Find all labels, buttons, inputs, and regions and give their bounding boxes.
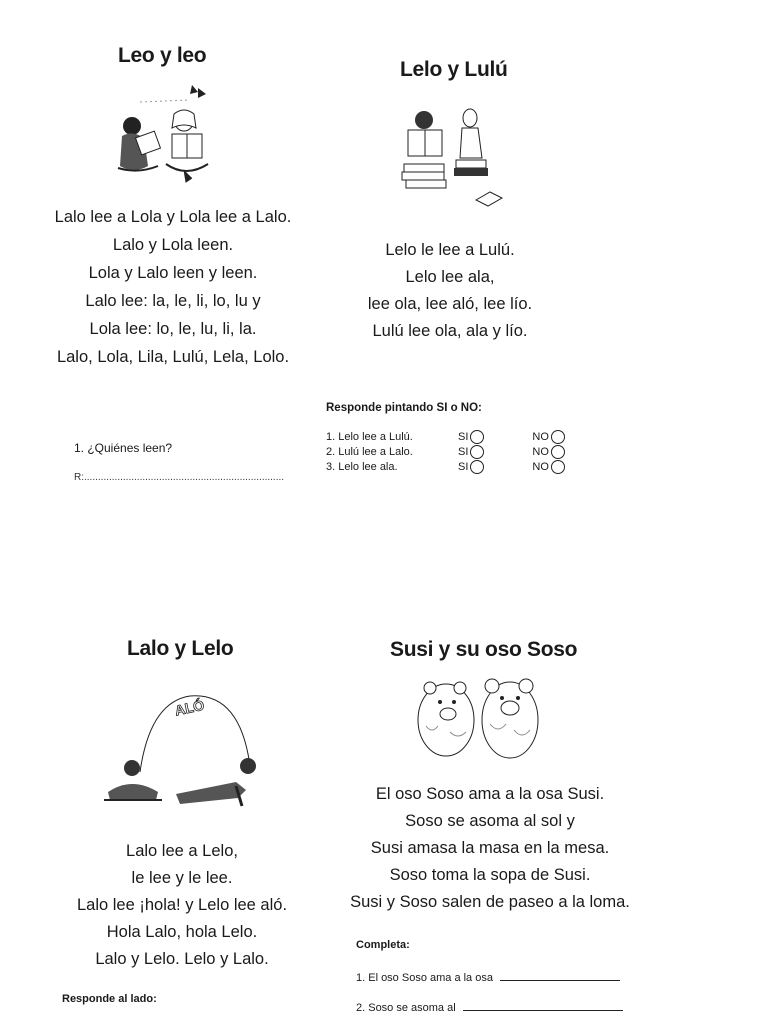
si-label: SI [458,460,469,473]
question-quienes-leen: 1. ¿Quiénes leen? [74,441,173,455]
item-text: 2. Lulú lee a Lalo. [326,445,413,458]
responde-al-lado-instruction: Responde al lado: [62,993,157,1005]
answer-item-3 [326,460,565,474]
item-text: 1. Lelo lee a Lulú. [326,430,413,443]
leo-y-leo-text [28,208,318,367]
no-option[interactable] [551,430,565,444]
text-line: Susi y Soso salen de paseo a la loma. [350,893,630,911]
text-line: lee ola, lee aló, lee lío. [367,295,533,313]
children-reading-illustration [110,80,220,190]
blank-line[interactable] [463,1000,623,1011]
text-line: Hola Lalo, hola Lelo. [106,923,258,941]
text-line: le lee y le lee. [131,869,233,887]
text-line: Lelo lee ala, [405,268,495,286]
completa-instruction: Completa: [356,939,410,951]
item-text: 2. Soso se asoma al [356,1002,456,1014]
si-label: SI [458,445,469,458]
text-line: Soso se asoma al sol y [405,812,575,830]
lelo-y-lulu-text [330,241,570,341]
text-line: Lalo, Lola, Lila, Lulú, Lela, Lolo. [56,348,290,366]
no-label: NO [532,460,549,473]
si-option[interactable] [470,445,484,459]
text-line: Lalo lee a Lola y Lola lee a Lalo. [54,208,292,226]
si-option[interactable] [470,460,484,474]
no-option[interactable] [551,445,565,459]
responde-pintando-instruction: Responde pintando SI o NO: [326,402,482,414]
two-bears-illustration [414,676,544,764]
text-line: Lalo lee ¡hola! y Lelo lee aló. [76,896,288,914]
completa-item-1 [356,970,620,984]
lalo-y-lelo-text [42,842,322,969]
susi-y-soso-text [330,785,650,912]
blank-line[interactable] [500,970,620,981]
children-playing-phone-illustration [100,682,270,812]
si-option[interactable] [470,430,484,444]
text-line: Susi amasa la masa en la mesa. [370,839,610,857]
alo-bubble-text: ALÓ [173,696,206,719]
text-line: El oso Soso ama a la osa Susi. [375,785,605,803]
leo-y-leo-title: Leo y leo [118,44,207,67]
children-on-books-illustration [398,104,508,214]
text-line: Lalo lee: la, le, li, lo, lu y [85,292,261,310]
text-line: Lalo y Lola leen. [112,236,234,254]
text-line: Lulú lee ola, ala y lío. [372,322,528,340]
answer-item-1 [326,430,565,444]
completa-item-2 [356,1000,623,1014]
text-line: Soso toma la sopa de Susi. [389,866,591,884]
susi-y-su-oso-soso-title: Susi y su oso Soso [390,638,578,661]
text-line: Lola lee: lo, le, lu, li, la. [89,320,257,338]
text-line: Lalo y Lelo. Lelo y Lalo. [95,950,269,968]
item-text: 3. Lelo lee ala. [326,460,398,473]
lelo-y-lulu-title: Lelo y Lulú [400,58,508,81]
no-option[interactable] [551,460,565,474]
text-line: Lelo le lee a Lulú. [385,241,515,259]
answer-item-2 [326,445,565,459]
text-line: Lalo lee a Lelo, [126,842,238,860]
text-line: Lola y Lalo leen y leen. [88,264,258,282]
si-label: SI [458,430,469,443]
lalo-y-lelo-title: Lalo y Lelo [127,637,234,660]
no-label: NO [532,430,549,443]
item-text: 1. El oso Soso ama a la osa [356,972,493,984]
no-label: NO [532,445,549,458]
answer-line: R:........................................................................ [74,472,285,483]
